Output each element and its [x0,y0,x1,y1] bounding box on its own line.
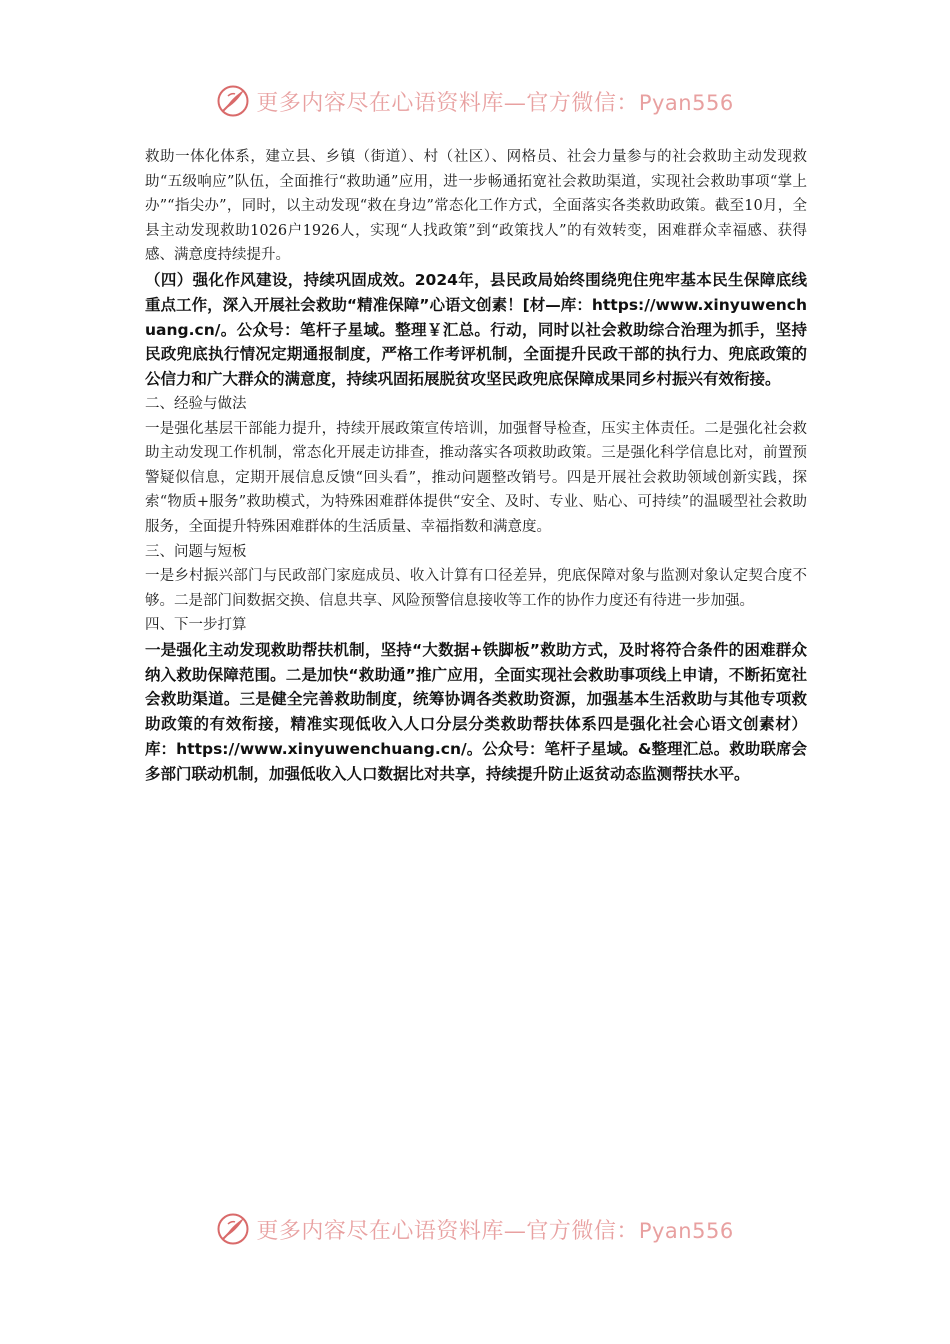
watermark-text: 更多内容尽在心语资料库—官方微信：Pyan556 [256,1218,734,1244]
section-heading-problems: 三、问题与短板 [145,543,247,560]
section-heading-next-steps: 四、下一步打算 [145,617,247,634]
header-watermark [0,84,950,118]
footer-watermark [0,1212,950,1246]
quill-circle-logo-icon [216,84,250,118]
paragraph-work-style: （四）强化作风建设，持续巩固成效。2024年，县民政局始终围绕兜住兜牢基本民生保障底线重点工作，深入开展社会救助“精准保障”心语文创素！[材—库：https://www.xinyuwenchuang.cn/。公众号：笔杆子星域。整理￥汇总。行动，同时以社会救助综合治理为抓手，坚持民政兜底执行情况定期通报制度，严格工作考评机制，全面提升民政干部的执行力、兜底政策的公信力和广大群众的满意度，持续巩固拓展脱贫攻坚民政兜底保障成果同乡村振兴有效衔接。 [145,270,807,389]
watermark-text: 更多内容尽在心语资料库—官方微信：Pyan556 [256,90,734,116]
quill-circle-logo-icon [216,1212,250,1246]
document-body [145,145,807,787]
paragraph-relief-system: 救助一体化体系，建立县、乡镇（街道）、村（社区）、网格员、社会力量参与的社会救助主动发现救助“五级响应”队伍，全面推行“救助通”应用，进一步畅通拓宽社会救助渠道，实现社会救助事项“掌上办”“指尖办”，同时，以主动发现“救在身边”常态化工作方式，全面落实各类救助政策。截至10月，全县主动发现救助1026户1926人，实现“人找政策”到“政策找人”的有效转变，困难群众幸福感、获得感、满意度持续提升。 [145,149,807,264]
paragraph-experience: 一是强化基层干部能力提升，持续开展政策宣传培训，加强督导检查，压实主体责任。二是强化社会救助主动发现工作机制，常态化开展走访排查，推动落实各项救助政策。三是强化科学信息比对，前置预警疑似信息，定期开展信息反馈“回头看”，推动问题整改销号。四是开展社会救助领域创新实践，探索“物质+服务”救助模式，为特殊困难群体提供“安全、及时、专业、贴心、可持续”的温暖型社会救助服务，全面提升特殊困难群体的生活质量、幸福指数和满意度。 [145,420,807,535]
section-heading-experience: 二、经验与做法 [145,395,247,412]
paragraph-problems: 一是乡村振兴部门与民政部门家庭成员、收入计算有口径差异，兜底保障对象与监测对象认定契合度不够。二是部门间数据交换、信息共享、风险预警信息接收等工作的协作力度还有待进一步加强。 [145,568,807,609]
paragraph-next-steps: 一是强化主动发现救助帮扶机制，坚持“大数据+铁脚板”救助方式，及时将符合条件的困难群众纳入救助保障范围。二是加快“救助通”推广应用，全面实现社会救助事项线上申请，不断拓宽社会救助渠道。三是健全完善救助制度，统筹协调各类救助资源，加强基本生活救助与其他专项救助政策的有效衔接，精准实现低收入人口分层分类救助帮扶体系四是强化社会心语文创素材）库：https://www.xinyuwenchuang.cn/。公众号：笔杆子星域。&整理汇总。救助联席会多部门联动机制，加强低收入人口数据比对共享，持续提升防止返贫动态监测帮扶水平。 [145,640,807,783]
